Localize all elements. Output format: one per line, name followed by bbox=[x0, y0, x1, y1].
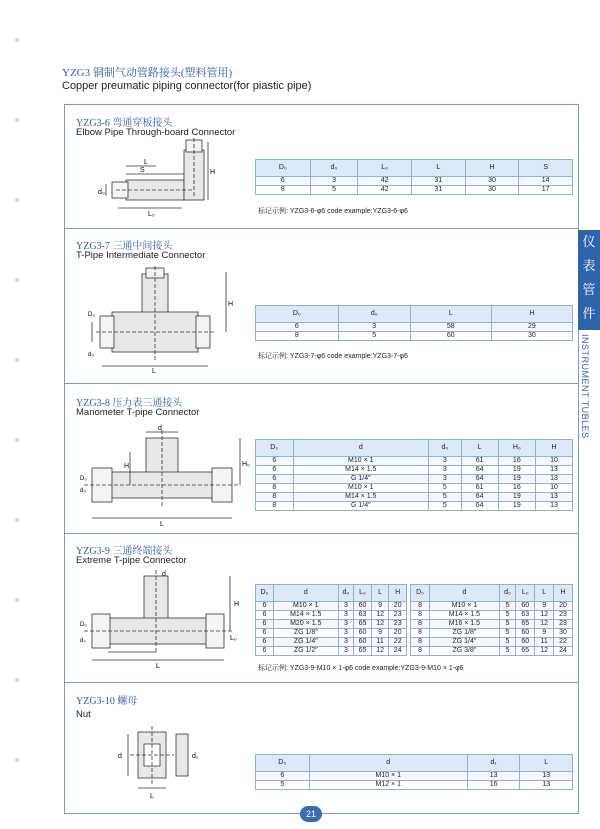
table-row bbox=[411, 629, 573, 638]
manometer-t-drawing bbox=[80, 422, 250, 528]
table-cell: 3 bbox=[338, 323, 410, 332]
table-cell: 5 bbox=[499, 647, 516, 656]
table-cell: 8 bbox=[411, 638, 430, 647]
dim-label: L bbox=[152, 368, 156, 374]
col-header: D₀ bbox=[256, 440, 294, 457]
table-cell: 9 bbox=[535, 629, 554, 638]
table-cell: ZG 1/2″ bbox=[273, 647, 338, 656]
table-cell: G 1/4″ bbox=[293, 502, 428, 511]
table-cell: M10 × 1 bbox=[309, 772, 467, 781]
table-cell: ZG 1/4″ bbox=[430, 638, 499, 647]
table-cell: 11 bbox=[535, 638, 554, 647]
dim-label: S bbox=[140, 167, 145, 174]
col-header: S bbox=[519, 160, 573, 177]
table-cell: M14 × 1.5 bbox=[273, 611, 338, 620]
dim-label: L bbox=[144, 159, 148, 166]
table-cell: 8 bbox=[411, 629, 430, 638]
table-cell: 16 bbox=[467, 781, 520, 790]
dim-label: d₀ bbox=[88, 352, 94, 358]
table-cell: 13 bbox=[536, 466, 573, 475]
table-cell: 23 bbox=[554, 611, 573, 620]
section-title: YZG3-8 压力表三通接头 bbox=[76, 398, 183, 409]
table-cell: 12 bbox=[535, 647, 554, 656]
side-english-label bbox=[580, 334, 598, 484]
table-row bbox=[411, 638, 573, 647]
col-header: d₁ bbox=[467, 755, 520, 772]
table-cell: 60 bbox=[516, 629, 535, 638]
table-row bbox=[256, 475, 573, 484]
table-cell: 20 bbox=[554, 602, 573, 611]
table-cell: 60 bbox=[354, 629, 372, 638]
table-cell: 6 bbox=[256, 457, 294, 466]
table-cell: 22 bbox=[554, 638, 573, 647]
table-cell: 29 bbox=[491, 323, 572, 332]
table-cell: 8 bbox=[411, 602, 430, 611]
spec-table-s4-right bbox=[410, 584, 573, 656]
table-cell: 6 bbox=[256, 620, 274, 629]
table-cell: 10 bbox=[536, 457, 573, 466]
col-header: L bbox=[371, 585, 389, 602]
col-header: H bbox=[491, 306, 572, 323]
table-cell: 64 bbox=[461, 493, 498, 502]
table-cell: 31 bbox=[412, 177, 466, 186]
table-cell: 12 bbox=[535, 611, 554, 620]
table-row bbox=[256, 323, 573, 332]
col-header: H₀ bbox=[498, 440, 536, 457]
table-cell: 19 bbox=[498, 502, 536, 511]
table-cell: 9 bbox=[535, 602, 554, 611]
dim-label: L₀ bbox=[148, 211, 155, 218]
table-cell: 12 bbox=[535, 620, 554, 629]
table-cell: 22 bbox=[389, 638, 407, 647]
table-cell: 12 bbox=[371, 620, 389, 629]
table-cell: 13 bbox=[520, 781, 573, 790]
col-header: H bbox=[554, 585, 573, 602]
dim-label: d₀ bbox=[80, 488, 86, 494]
col-header: D₀ bbox=[411, 585, 430, 602]
table-cell: 19 bbox=[498, 466, 536, 475]
table-cell: 5 bbox=[428, 502, 461, 511]
code-example: 标记示例: YZG3-6-φ6 code example:YZG3-6-φ6 bbox=[258, 208, 408, 215]
table-cell: 17 bbox=[519, 186, 573, 195]
table-cell: 3 bbox=[338, 647, 354, 656]
col-header: L bbox=[412, 160, 466, 177]
col-header: L₀ bbox=[354, 585, 372, 602]
table-row bbox=[256, 186, 573, 195]
table-row bbox=[411, 647, 573, 656]
dim-label: H bbox=[210, 169, 216, 176]
section-title: YZG3-9 三通终端接头 bbox=[76, 546, 173, 557]
table-cell: 30 bbox=[465, 186, 519, 195]
table-cell: ZG 1/8″ bbox=[430, 629, 499, 638]
table-cell: 8 bbox=[256, 186, 311, 195]
table-cell: M14 × 1.5 bbox=[293, 466, 428, 475]
col-header: d₀ bbox=[310, 160, 358, 177]
table-cell: 3 bbox=[310, 177, 358, 186]
table-cell: 3 bbox=[338, 638, 354, 647]
side-tab-char: 仪 bbox=[582, 234, 596, 249]
dim-label: L₀ bbox=[230, 635, 237, 642]
table-cell: 6 bbox=[256, 647, 274, 656]
table-cell: 13 bbox=[536, 493, 573, 502]
col-header: d₀ bbox=[338, 585, 354, 602]
table-cell: 6 bbox=[256, 638, 274, 647]
table-row bbox=[256, 493, 573, 502]
table-cell: 5 bbox=[428, 493, 461, 502]
table-cell: 61 bbox=[461, 457, 498, 466]
col-header: H bbox=[389, 585, 407, 602]
dim-label: H bbox=[234, 601, 240, 608]
table-cell: 5 bbox=[256, 781, 310, 790]
table-cell: 14 bbox=[519, 177, 573, 186]
table-cell: 23 bbox=[389, 611, 407, 620]
table-cell: 63 bbox=[516, 611, 535, 620]
section-title: YZG3-10 螺母 bbox=[76, 696, 138, 707]
table-cell: ZG 1/8″ bbox=[273, 629, 338, 638]
table-cell: 23 bbox=[554, 620, 573, 629]
table-cell: 5 bbox=[428, 484, 461, 493]
table-cell: 23 bbox=[389, 620, 407, 629]
table-cell: G 1/4″ bbox=[293, 475, 428, 484]
table-row bbox=[411, 620, 573, 629]
side-category-tab bbox=[578, 230, 600, 330]
table-cell: M14 × 1.5 bbox=[293, 493, 428, 502]
table-cell: 5 bbox=[338, 332, 410, 341]
table-cell: 58 bbox=[410, 323, 491, 332]
table-cell: 3 bbox=[428, 475, 461, 484]
col-header: D₀ bbox=[256, 755, 310, 772]
table-cell: 3 bbox=[338, 629, 354, 638]
table-cell: 31 bbox=[412, 186, 466, 195]
table-cell: M10 × 1 bbox=[273, 602, 338, 611]
dim-label: d bbox=[158, 425, 162, 432]
col-header: d bbox=[293, 440, 428, 457]
section-divider bbox=[64, 682, 579, 683]
table-cell: 10 bbox=[536, 484, 573, 493]
col-header: L bbox=[461, 440, 498, 457]
table-cell: 19 bbox=[498, 475, 536, 484]
col-header: H bbox=[465, 160, 519, 177]
col-header: D₀ bbox=[256, 585, 274, 602]
table-row bbox=[256, 772, 573, 781]
dim-label: L bbox=[150, 793, 154, 800]
col-header: D₀ bbox=[256, 160, 311, 177]
dim-label: d bbox=[162, 571, 166, 578]
dim-label: H bbox=[228, 301, 234, 308]
elbow-connector-drawing bbox=[96, 138, 236, 226]
table-cell: 64 bbox=[461, 475, 498, 484]
table-row bbox=[411, 602, 573, 611]
table-cell: 60 bbox=[516, 602, 535, 611]
page-title: YZG3 铜制气动管路接头(塑料管用) bbox=[62, 67, 233, 79]
section-divider bbox=[64, 228, 579, 229]
section-subtitle: Manometer T-pipe Connector bbox=[76, 407, 200, 418]
table-cell: 5 bbox=[499, 629, 516, 638]
table-cell: 30 bbox=[554, 629, 573, 638]
table-cell: 13 bbox=[536, 475, 573, 484]
section-divider bbox=[64, 383, 579, 384]
table-cell: 6 bbox=[256, 611, 274, 620]
col-header: L bbox=[535, 585, 554, 602]
section-divider bbox=[64, 533, 579, 534]
table-cell: 12 bbox=[371, 611, 389, 620]
section-subtitle: Nut bbox=[76, 709, 91, 720]
table-cell: 5 bbox=[499, 611, 516, 620]
dim-label: L bbox=[160, 521, 164, 528]
table-cell: 42 bbox=[358, 177, 412, 186]
page-subtitle: Copper preumatic piping connector(for piastic pipe) bbox=[62, 80, 312, 92]
section-subtitle: Elbow Pipe Through-board Connector bbox=[76, 127, 236, 138]
table-cell: M14 × 1.5 bbox=[430, 611, 499, 620]
table-cell: 9 bbox=[371, 629, 389, 638]
table-row bbox=[411, 611, 573, 620]
table-row bbox=[256, 781, 573, 790]
table-cell: 6 bbox=[256, 475, 294, 484]
table-cell: 19 bbox=[498, 493, 536, 502]
table-cell: M12 × 1 bbox=[309, 781, 467, 790]
table-row bbox=[256, 502, 573, 511]
code-example: 标记示例: YZG3-7-φ6 code example:YZG3-7-φ6 bbox=[258, 353, 408, 360]
spec-table-s5 bbox=[255, 754, 573, 790]
table-row bbox=[256, 620, 407, 629]
dim-label: H₀ bbox=[242, 461, 250, 468]
dim-label: D₀ bbox=[80, 476, 87, 482]
table-cell: 30 bbox=[491, 332, 572, 341]
table-cell: 8 bbox=[411, 620, 430, 629]
table-cell: 8 bbox=[256, 502, 294, 511]
table-cell: ZG 3/8″ bbox=[430, 647, 499, 656]
nut-drawing bbox=[106, 722, 206, 802]
table-cell: 16 bbox=[498, 484, 536, 493]
col-header: L₀ bbox=[358, 160, 412, 177]
table-cell: 6 bbox=[256, 323, 339, 332]
col-header: L bbox=[410, 306, 491, 323]
table-cell: 8 bbox=[256, 484, 294, 493]
table-cell: 20 bbox=[389, 602, 407, 611]
table-cell: 42 bbox=[358, 186, 412, 195]
col-header: d bbox=[273, 585, 338, 602]
section-title: YZG3-6 弯通穿板接头 bbox=[76, 118, 173, 129]
table-cell: 64 bbox=[461, 502, 498, 511]
table-cell: 6 bbox=[256, 772, 310, 781]
table-cell: 65 bbox=[516, 647, 535, 656]
spec-table-s1 bbox=[255, 159, 573, 195]
table-cell: 5 bbox=[499, 638, 516, 647]
table-cell: 20 bbox=[389, 629, 407, 638]
table-cell: 61 bbox=[461, 484, 498, 493]
table-row bbox=[256, 611, 407, 620]
table-row bbox=[256, 602, 407, 611]
table-row bbox=[256, 647, 407, 656]
dim-label: D₀ bbox=[80, 622, 87, 628]
table-row bbox=[256, 629, 407, 638]
spec-table-s2 bbox=[255, 305, 573, 341]
table-cell: 60 bbox=[516, 638, 535, 647]
side-tab-char: 件 bbox=[582, 306, 596, 321]
section-subtitle: T-Pipe Intermediate Connector bbox=[76, 250, 206, 261]
table-cell: 8 bbox=[256, 332, 339, 341]
col-header: L₀ bbox=[516, 585, 535, 602]
table-cell: 8 bbox=[411, 611, 430, 620]
table-cell: 13 bbox=[520, 772, 573, 781]
table-cell: 12 bbox=[371, 647, 389, 656]
table-cell: 65 bbox=[354, 620, 372, 629]
side-tab-char: 表 bbox=[582, 258, 596, 273]
table-cell: 24 bbox=[554, 647, 573, 656]
table-cell: 64 bbox=[461, 466, 498, 475]
dim-label: H bbox=[124, 463, 130, 470]
table-cell: 24 bbox=[389, 647, 407, 656]
spec-table-s4-left bbox=[255, 584, 407, 656]
table-cell: 16 bbox=[498, 457, 536, 466]
table-cell: 6 bbox=[256, 629, 274, 638]
table-cell: M20 × 1.5 bbox=[273, 620, 338, 629]
table-row bbox=[256, 466, 573, 475]
table-row bbox=[256, 457, 573, 466]
col-header: d₀ bbox=[338, 306, 410, 323]
page-number: 21 bbox=[300, 806, 322, 822]
table-cell: 6 bbox=[256, 602, 274, 611]
table-row bbox=[256, 177, 573, 186]
table-cell: M10 × 1 bbox=[293, 457, 428, 466]
table-cell: 5 bbox=[310, 186, 358, 195]
table-cell: 11 bbox=[371, 638, 389, 647]
table-cell: 6 bbox=[256, 466, 294, 475]
table-cell: 6 bbox=[256, 177, 311, 186]
section-subtitle: Extreme T-pipe Connector bbox=[76, 555, 187, 566]
table-cell: 5 bbox=[499, 620, 516, 629]
dim-label: L bbox=[156, 663, 160, 670]
table-cell: 60 bbox=[410, 332, 491, 341]
code-example: 标记示例: YZG3-9-M10 × 1-φ6 code example:YZG3-9-M10 × 1-φ6 bbox=[258, 665, 464, 672]
table-cell: M10 × 1 bbox=[293, 484, 428, 493]
section-title: YZG3-7 三通中间接头 bbox=[76, 241, 173, 252]
table-cell: 3 bbox=[338, 602, 354, 611]
binder-holes bbox=[14, 0, 20, 829]
table-cell: 30 bbox=[465, 177, 519, 186]
dim-label: d₀ bbox=[98, 189, 105, 196]
dim-label: D₀ bbox=[88, 312, 95, 318]
table-cell: M16 × 1.5 bbox=[430, 620, 499, 629]
table-cell: 3 bbox=[338, 611, 354, 620]
col-header: d bbox=[430, 585, 499, 602]
table-cell: 13 bbox=[536, 502, 573, 511]
table-cell: 8 bbox=[411, 647, 430, 656]
table-cell: 60 bbox=[354, 602, 372, 611]
table-cell: ZG 1/4″ bbox=[273, 638, 338, 647]
extreme-t-drawing bbox=[80, 570, 250, 670]
dim-label: d bbox=[118, 753, 122, 760]
table-cell: 63 bbox=[354, 611, 372, 620]
table-cell: 60 bbox=[354, 638, 372, 647]
col-header: H bbox=[536, 440, 573, 457]
col-header: d₀ bbox=[428, 440, 461, 457]
dim-label: d₁ bbox=[192, 753, 199, 760]
table-cell: 8 bbox=[256, 493, 294, 502]
table-cell: 9 bbox=[371, 602, 389, 611]
spec-table-s3 bbox=[255, 439, 573, 511]
table-cell: M10 × 1 bbox=[430, 602, 499, 611]
col-header: d bbox=[309, 755, 467, 772]
table-row bbox=[256, 332, 573, 341]
table-cell: 3 bbox=[428, 466, 461, 475]
table-cell: 3 bbox=[428, 457, 461, 466]
table-row bbox=[256, 638, 407, 647]
table-cell: 65 bbox=[516, 620, 535, 629]
dim-label: d₀ bbox=[80, 638, 86, 644]
col-header: L bbox=[520, 755, 573, 772]
table-row bbox=[256, 484, 573, 493]
table-cell: 5 bbox=[499, 602, 516, 611]
table-cell: 65 bbox=[354, 647, 372, 656]
table-cell: 3 bbox=[338, 620, 354, 629]
col-header: d₀ bbox=[499, 585, 516, 602]
col-header: D₀ bbox=[256, 306, 339, 323]
table-cell: 13 bbox=[467, 772, 520, 781]
t-intermediate-drawing bbox=[88, 266, 238, 374]
side-tab-char: 管 bbox=[582, 282, 596, 297]
side-english-text: INSTRUMENT TUBLES bbox=[580, 334, 590, 439]
